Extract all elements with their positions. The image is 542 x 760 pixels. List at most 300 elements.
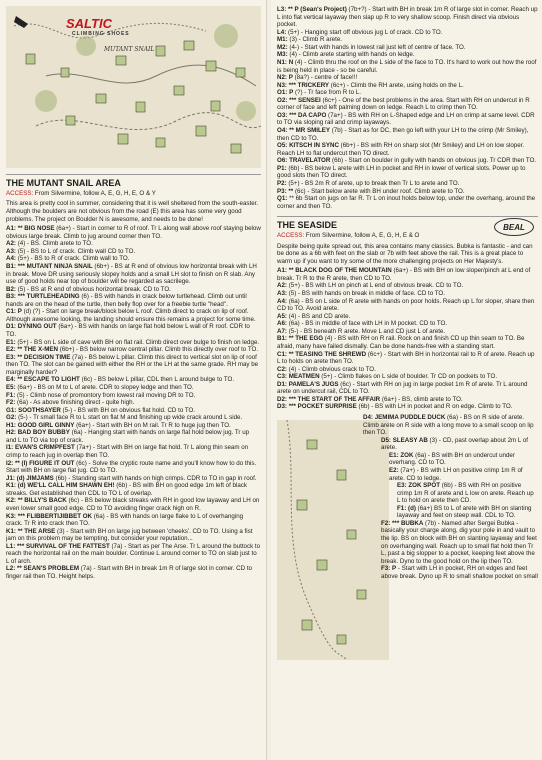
route-name: JEMIMA PUDDLE DUCK — [374, 414, 446, 421]
route-description: - BS with BH on low sloper/pinch at L end of break. Tr R to the R arete, then CD to TO. — [277, 267, 531, 282]
access-line — [6, 190, 261, 197]
route-name: ZOK SPOT — [408, 482, 441, 490]
route-grade: (6c) — [76, 459, 87, 467]
route-name: ** THE X-MEN — [17, 346, 58, 354]
route-grade: (8a?) — [294, 74, 310, 82]
route-id: A4: — [277, 297, 287, 305]
route-grade: (3) — [429, 436, 438, 444]
route-entry — [277, 97, 538, 112]
route-grade: (5) — [288, 290, 297, 297]
route-description: - Start with BH on large jug between 'cheeks'. CD to TO. Using a fist jam on this problem may be tempting, but consider your reputation... — [6, 527, 253, 543]
route-grade: (6a+) — [381, 395, 397, 403]
route-entry — [277, 51, 538, 59]
route-id: A5: — [277, 312, 287, 320]
route-entry — [6, 255, 261, 263]
route-id: M2: — [277, 43, 288, 51]
route-id: N3: — [277, 81, 287, 89]
route-grade: (6a+) — [417, 504, 433, 512]
route-id: A7: — [277, 327, 287, 335]
section-title-mutant-snail: THE MUTANT SNAIL AREA — [6, 174, 261, 188]
route-grade: (6a) — [288, 320, 300, 328]
route-entry — [277, 36, 538, 44]
route-grade: (5+) — [17, 338, 29, 346]
route-name: *** FLIBBERTIJIBBET OK — [17, 512, 92, 520]
route-grade: (6a) — [17, 399, 29, 407]
route-entry — [6, 407, 261, 415]
route-grade: (7a) — [72, 353, 84, 361]
access-text: From Silvermine, follow A, E, G, H, E, O & Y — [34, 190, 156, 197]
area-intro: Despite being quite spread out, this area contains many classics. Bubka is fantastic - and can be done as a 6b with feet on the slab or 7b with feet above the rail. This is a great place to warm up if you want to try some of the more challenging projects on Her Majesty's. — [277, 242, 533, 265]
route-description: - BS on R side of arete. Climb arete on R side with a long move to a small scoop on lip then TO. — [363, 414, 534, 437]
route-entry — [277, 282, 538, 290]
route-entry — [277, 520, 538, 565]
route-grade: (7a+) — [400, 466, 415, 474]
route-entry — [277, 482, 538, 505]
route-description: - One of the best problems in the area. Start with RH on undercut in R corner of face and left palming down on ledge. Reach L to crimp then TO. — [277, 96, 530, 112]
route-name: ** BILLY'S BACK — [17, 497, 67, 505]
route-grade: (6a+) — [393, 267, 409, 275]
route-id: B1: — [6, 262, 16, 270]
route-id: L4: — [277, 28, 287, 36]
route-id: D4: — [363, 414, 373, 421]
route-grade: (6b) — [441, 482, 453, 490]
route-id: P3: — [277, 187, 287, 195]
lower-section — [277, 414, 538, 666]
route-description: - BS with BH on good edge 1m left of black streaks. Get established then CDL to TO L of overlap. — [6, 482, 247, 497]
route-entry — [277, 74, 538, 82]
route-entry — [6, 399, 261, 407]
route-grade: (4) — [294, 58, 303, 66]
route-entry — [6, 422, 261, 430]
route-entry — [277, 452, 538, 467]
route-entry — [6, 384, 261, 392]
route-entry — [277, 89, 538, 97]
route-name: ZOK — [400, 451, 414, 459]
route-grade: (6b) — [358, 403, 370, 411]
route-id: A2: — [6, 240, 16, 248]
access-label: ACCESS: — [6, 190, 34, 197]
route-grade: (5+) — [288, 179, 300, 187]
route-name: (d) JIMJAMS — [16, 474, 54, 482]
route-name: TRAVELATOR — [289, 157, 331, 165]
route-entry — [6, 565, 261, 580]
route-description: - Start on large break/block below L roof. Climb direct to crack on lip of roof. Although awesome looking, the landing should ensure this remains a project for some time. — [6, 308, 256, 323]
route-description: - BS with RH on R rail. Rock on and finish CD up thin seam to TO. Be afraid, many have failed dismally. Can be done hands-free with a standing start. — [277, 335, 525, 350]
left-page — [0, 0, 266, 760]
route-entry — [6, 248, 261, 256]
route-description: - Climb thru the roof on the L side of the face to TO. It's hard to work out how the roof is being held in place - so be careful. — [277, 58, 537, 74]
brand-logo: SALTIC — [66, 16, 112, 31]
route-id: E4: — [6, 376, 16, 384]
route-id: O1: — [277, 89, 288, 97]
route-description: - Start with BH in horizontal rail to R of arete. Reach up L to holds on arete then TO. — [277, 350, 535, 366]
route-entry — [277, 313, 538, 321]
route-id: E1: — [389, 451, 399, 459]
route-grade: (6b) — [288, 164, 300, 172]
route-id: D1: — [6, 323, 16, 331]
route-description: - Named after Sergei Bubka - basically your charge along, dig your pole in and vault to the lip. BS on block with BH on slanting layaway and feet on overhanging wall. Reach up to small flat hold then Tr L, past a big slopper to a pocket, keeping feet above the break. Dyno to the good hold on the lip then TO. — [381, 519, 537, 565]
route-name: ** BIG NOSE — [17, 225, 55, 233]
route-name: KITSCH IN SYNC — [289, 142, 339, 150]
route-name: ** P (Sean's Project) — [288, 6, 347, 13]
route-list-low — [277, 414, 538, 580]
route-name: *** POCKET SURPRISE — [288, 403, 357, 411]
route-id: A3: — [6, 247, 16, 255]
route-description: - Hanging start with hands on large flat hold below jug. Tr up and L to TO via top of crack. — [6, 429, 250, 444]
route-grade: (6a) — [288, 297, 300, 305]
route-grade: (4) — [324, 335, 333, 343]
route-name: (d) — [408, 504, 416, 512]
route-grade: (6a+) — [17, 383, 32, 391]
route-description: ** 6b Start on jugs on far R. Tr L on inout holds below top, under the overhang, around the corner and then TO. — [277, 195, 536, 210]
route-name: *** TURTLEHEADING — [17, 293, 80, 301]
route-description: - BS with BH on undercut under overhang. CD to TO. — [389, 451, 515, 467]
route-id: H2: — [6, 429, 16, 437]
route-entry — [6, 376, 261, 384]
route-grade: (7a) — [111, 542, 123, 550]
route-description: - Start with BH in break 1m R of large slot in corner. CD to finger rail then TO. Height helps. — [6, 565, 252, 580]
route-description: - BS with RH on sharp slot (Mr Smiley) and LH on low sloper. Reach LH to flat undercut then TO direct. — [277, 142, 525, 157]
route-entry — [277, 112, 538, 127]
route-entry — [6, 475, 261, 483]
route-name: DYNING OUT — [17, 323, 57, 331]
route-grade: (5+) — [288, 28, 300, 36]
route-description: - Start as for DC, then go left with your LH to the crimp (Mr Smiley), then CD to TO. — [277, 127, 529, 142]
route-grade: (6b+) — [59, 346, 75, 354]
route-entry — [6, 460, 261, 475]
route-entry — [6, 346, 261, 354]
route-grade: (3) — [57, 527, 65, 535]
route-grade: (7b+?) — [348, 6, 367, 13]
route-entry — [6, 444, 261, 459]
route-entry — [277, 505, 538, 520]
route-entry — [277, 403, 538, 411]
route-name: P — [288, 74, 293, 82]
route-id: F1: — [6, 391, 16, 399]
route-grade: (6) — [81, 293, 89, 301]
route-entry — [277, 44, 538, 52]
route-grade: (6c) — [294, 187, 306, 195]
right-page — [271, 0, 542, 760]
route-id: F2: — [381, 519, 391, 527]
route-description: - BS with LH on pinch at L end of obvious break. CD to TO. — [299, 282, 464, 290]
route-id: E2: — [389, 466, 399, 474]
route-grade: (5-) — [62, 406, 73, 414]
route-list — [6, 225, 261, 580]
route-id: O3: — [277, 111, 288, 119]
route-name: ** ESCAPE TO LIGHT — [17, 376, 80, 384]
route-entry — [277, 366, 538, 374]
route-entry — [6, 339, 261, 347]
route-description: - BS and CD arete. — [296, 312, 351, 320]
route-name: *** DA CAPO — [289, 111, 327, 119]
route-entry — [277, 565, 538, 580]
route-id: K3: — [6, 512, 16, 520]
route-entry — [277, 290, 538, 298]
route-name: MEATMEN — [288, 373, 320, 381]
route-entry — [277, 29, 538, 37]
route-grade: (4) — [289, 51, 297, 59]
route-name: ** DECISION TIME — [17, 353, 71, 361]
route-description: - BS with LH on positive crimp 1m R of arete. CD to ledge. — [389, 466, 523, 482]
route-description: - Climb the RH arete, using holds on the L. — [345, 81, 464, 89]
route-entry — [277, 6, 538, 29]
route-name: ** SEAN'S PROBLEM — [17, 565, 79, 573]
route-grade: (6c) — [340, 380, 351, 388]
route-entry — [6, 293, 261, 308]
route-id: C2: — [277, 365, 287, 373]
route-description: - Start in corner to R of roof. Tr L along wall above roof staying below obvious large break. Climb to jug around corner then TO. — [6, 225, 261, 240]
route-name: ** MR SMILEY — [289, 127, 330, 134]
route-grade: (6b+) — [340, 142, 356, 150]
route-id: N2: — [277, 74, 287, 82]
route-id: A1: — [277, 267, 287, 275]
route-name: *** THE START OF THE AFFAIR — [288, 395, 381, 403]
route-entry — [277, 351, 538, 366]
route-entry — [277, 59, 538, 74]
route-description: - BS 2m R of arete, up to break then Tr L to arete and TO. — [299, 179, 460, 187]
route-entry — [277, 414, 538, 437]
route-grade: (6c+) — [367, 350, 383, 358]
route-description: - CD, past overlap about 2m L of arete. — [381, 436, 529, 452]
route-grade: (5-) — [288, 327, 299, 335]
route-description: - Tr face from R to L. — [302, 89, 361, 97]
route-name: P — [392, 565, 397, 573]
route-description: - BS to L of crack. Climb wall CD to TO. — [25, 247, 136, 255]
route-list-mid — [277, 267, 538, 411]
route-description: - Start with hands in lowest rail just left of centre of face. TO. — [299, 43, 466, 51]
route-description: - BS on L side of cave with BH on flat rail. Climb direct over bulge to finish on ledge. — [28, 338, 260, 346]
route-description: - BS, climb arete to TO. — [396, 395, 463, 403]
route-id: L3: — [277, 6, 287, 13]
route-entry — [6, 225, 261, 240]
route-id: C1: — [277, 350, 287, 358]
route-name: ** THE ARSE — [17, 527, 56, 535]
route-description: - BS at R end of obvious horizontal break. CD to TO. — [25, 285, 171, 293]
route-grade: (7b) — [331, 127, 343, 134]
route-grade: (6b) — [116, 482, 128, 490]
route-description: - Start on boulder in gully with hands on obvious jug. Tr CDR then TO. — [343, 157, 537, 165]
route-name: *** SENSEI — [289, 96, 321, 104]
route-entry — [6, 429, 261, 444]
route-id: H1: — [6, 421, 16, 429]
route-grade: (6b) — [332, 157, 344, 165]
route-id: F2: — [6, 399, 16, 407]
route-entry — [277, 298, 538, 313]
route-name: EVAN'S CRIMPFEST — [14, 444, 75, 452]
route-description: - As above finishing direct - quite high. — [28, 399, 135, 407]
route-description: - BS below black streaks with RH in good low layaway and LH on even lower small good edge. CD to TO avoiding finger crack high on R. — [6, 497, 260, 512]
route-grade: (6a+) — [56, 225, 71, 233]
route-entry — [6, 543, 261, 566]
route-entry — [6, 354, 261, 377]
route-name: *** BUBKA — [392, 519, 424, 527]
route-description: - BS with hands on break in middle of face. CD to TO. — [296, 290, 445, 297]
route-entry — [277, 396, 538, 404]
route-entry — [277, 195, 538, 210]
route-description: - BS in middle of face with LH in M pocket. CD to TO. — [299, 320, 448, 328]
route-grade: (6c) — [68, 497, 80, 505]
brand-subtitle: CLIMBING SHOES — [72, 31, 130, 37]
route-id: L2: — [6, 565, 16, 573]
route-description: - BS below L pillar, CDL then L around bulge to TO. — [92, 376, 235, 384]
route-entry — [277, 320, 538, 328]
route-description: - Climb obvious crack to TO. — [296, 365, 376, 373]
mutant-snail-map — [6, 6, 261, 168]
route-grade: (7b) — [425, 519, 437, 527]
route-description: - BS below L pillar. Climb this direct to vertical slot on lip of roof then TO. The slot can be gained with either the RH or the LH at the same grade. RH may be marginally harder? — [6, 353, 259, 376]
route-grade: (5+) — [288, 282, 300, 290]
route-id: K2: — [6, 497, 16, 505]
route-id: M3: — [277, 51, 288, 59]
route-grade: (?) — [294, 89, 303, 97]
route-description: - BS beneath R arete. Move L and CD just L of arete. — [298, 327, 446, 335]
route-grade: (4) — [288, 312, 297, 320]
route-description: - BS with hands on large flake to L of overhanging crack. Tr R into crack then TO. — [6, 512, 244, 528]
route-entry — [277, 165, 538, 180]
route-id: Q1: — [277, 195, 288, 203]
route-grade: (6a) — [71, 429, 83, 437]
route-description: - BS with hands on large flat hold below L wall of R roof. CDR to TO. — [6, 323, 250, 338]
route-entry — [6, 392, 261, 400]
route-id: E3: — [6, 353, 16, 361]
route-id: M1: — [277, 36, 288, 44]
route-name: SOOTHSAYER — [18, 406, 61, 414]
route-grade: (6c+) — [330, 81, 346, 89]
route-name: PAMELA'S JUGS — [288, 380, 339, 388]
route-id: O2: — [277, 96, 288, 104]
route-name: ** TEASING THE SHREWD — [288, 350, 367, 358]
route-id: F3: — [381, 565, 391, 573]
route-entry — [277, 267, 538, 282]
route-id: A4: — [6, 255, 16, 263]
route-grade: (5+) — [17, 255, 29, 263]
route-name: GOOD GIRL GINNY — [17, 421, 75, 429]
beal-logo: BEAL — [494, 218, 534, 236]
route-name: ** THE EGG — [288, 335, 324, 343]
route-grade: (7a) — [80, 565, 92, 573]
route-description: - Standing start with hands on high crimps. CDR to TO in gap in roof. — [66, 474, 257, 482]
route-id: G1: — [6, 406, 17, 414]
route-description: - Climb R arete. — [296, 36, 342, 44]
route-description: - Start with BH in break 1m R of large slot in corner. Reach up L into flat vertical layaway then slap up R to very shallow scoop. Finish direct via obvious pocket. — [277, 6, 538, 29]
route-entry — [277, 437, 538, 452]
route-description: - Start with LH in pocket, RH on edges and feet above break. Dyno up R to small shallow pocket on small — [381, 565, 538, 580]
area-intro: This area is pretty cool in summer, considering that it is well sheltered from the south-easter. Although the boulders are not obvious from the road (E) this area has some very good problems. The project on Boulder N is awesome, and needs to be done! — [6, 200, 259, 223]
section-title-seaside: THE SEASIDE — [277, 216, 538, 230]
route-entry — [277, 335, 538, 350]
route-entry — [6, 482, 261, 497]
route-id: A1: — [6, 225, 16, 233]
route-id: E1: — [6, 338, 16, 346]
route-id: D3: — [277, 403, 287, 411]
route-entry — [277, 467, 538, 482]
route-id: E2: — [6, 346, 16, 354]
route-description: - BS with hands in crack below turtlehead. Climb out until hands are on the head of the turtle, then belly flop over for a freebie turtle "head". — [6, 293, 247, 308]
route-id: J1: — [6, 474, 15, 482]
route-description: - Start below arete with BH under roof. Climb arete to TO. — [305, 187, 465, 195]
route-description: - centre of face!!! — [309, 74, 358, 82]
route-entry — [277, 82, 538, 90]
route-description: - BS to R of crack. Climb wall to TO. — [28, 255, 130, 263]
route-grade: (5+) — [321, 373, 333, 381]
route-description: - BS on M to L of arete. CDR to slopey ledge and then TO. — [32, 383, 194, 391]
route-id: E5: — [6, 383, 16, 391]
route-description: - Start with RH on jug in large pocket 1m R of arete. Tr L around arete on undercut rail, CDL to TO. — [277, 380, 528, 396]
route-id: D5: — [381, 436, 391, 444]
route-name: (d) WE'LL CALL HIM SHAWN EH! — [17, 482, 115, 490]
route-name: ** — [288, 187, 294, 195]
route-entry — [277, 188, 538, 196]
route-description: - Start as per The Arse. Tr L around the buttock to reach the horizontal rail on the main boulder. Continue L around corner to TO on slab just to L of arch. — [6, 542, 261, 565]
route-id: P1: — [277, 164, 287, 172]
route-description: - BS below L arete with LH in pocket and RH in lower of vertical slots. Power up to good slots then TO direct. — [277, 164, 526, 180]
route-id: O5: — [277, 142, 288, 150]
route-description: - Climb flakes on L side of boulder. Tr CD on pockets to TO. — [332, 373, 498, 381]
route-grade: (6a+) — [76, 421, 91, 429]
route-id: B3: — [6, 293, 16, 301]
route-grade: (6a) — [415, 451, 427, 459]
route-name: *** TRICKERY — [288, 81, 330, 89]
route-id: G2: — [6, 414, 17, 422]
route-description: - BS at R end of obvious low horizontal break with LH in break. Move DR using seriously slopey holds and a small LH slot to finish on R slab. Any use of good holds near top of boulder will be regarded as sacrilege. — [6, 262, 257, 286]
route-description: - Tr small face R to L start on flat M and finishing up wide crack around L side. — [27, 414, 243, 422]
route-name: ** (I) FIGURE IT OUT — [14, 459, 75, 467]
route-id: D1: — [277, 380, 287, 388]
route-id: O6: — [277, 157, 288, 165]
route-name: BAD BOY BUBBY — [17, 429, 70, 437]
route-id: N1: — [277, 58, 287, 66]
route-grade: (5) — [17, 285, 26, 293]
route-description: - BS on L side of R arete with hands on poor holds. Reach up L for sloper, share then CD to TO. Avoid arete. — [277, 297, 535, 313]
route-entry — [6, 240, 261, 248]
area-map-graphic — [6, 6, 261, 168]
route-grade: (7a+) — [76, 444, 92, 452]
route-description: - Start with BH on M rail. Tr R to huge jug then TO. — [90, 421, 231, 429]
route-id: C3: — [277, 373, 287, 381]
route-entry — [6, 286, 261, 294]
route-entry — [277, 157, 538, 165]
route-id: I1: — [6, 444, 14, 452]
route-id: A6: — [277, 320, 287, 328]
route-grade: (d) (?) — [23, 308, 41, 316]
route-grade: (6a) — [93, 512, 105, 520]
route-grade: (6b) — [55, 474, 67, 482]
route-description: - Start with BH on large flat hold. Tr L along thin seam on crimp to reach jug in overlap then TO. — [6, 444, 249, 459]
route-name: *** SURVIVAL OF THE FATTEST — [17, 542, 110, 550]
route-description: - BS. Climb arete to TO. — [25, 240, 93, 248]
route-list-top — [277, 6, 538, 210]
route-id: D2: — [277, 395, 287, 403]
route-description: - Climb nose of promontory from lowest rail moving DR to TO. — [24, 391, 196, 399]
route-entry — [6, 513, 261, 528]
route-description: - BS with RH on positive crimp 1m R of arete and L low on arete. Reach up L to hold on arete then CD. — [397, 482, 534, 505]
route-entry — [6, 497, 261, 512]
route-name: P — [17, 308, 22, 316]
route-entry — [6, 263, 261, 286]
route-entry — [6, 414, 261, 422]
route-grade: (5) — [17, 247, 26, 255]
route-entry — [277, 180, 538, 188]
route-id: C1: — [6, 308, 16, 316]
route-grade: (7a+) — [328, 111, 343, 119]
route-grade: (4) — [17, 240, 26, 248]
route-id: K1: — [6, 527, 16, 535]
route-entry — [277, 142, 538, 157]
route-id: L1: — [6, 542, 16, 550]
route-entry — [277, 373, 538, 381]
route-entry — [6, 308, 261, 323]
